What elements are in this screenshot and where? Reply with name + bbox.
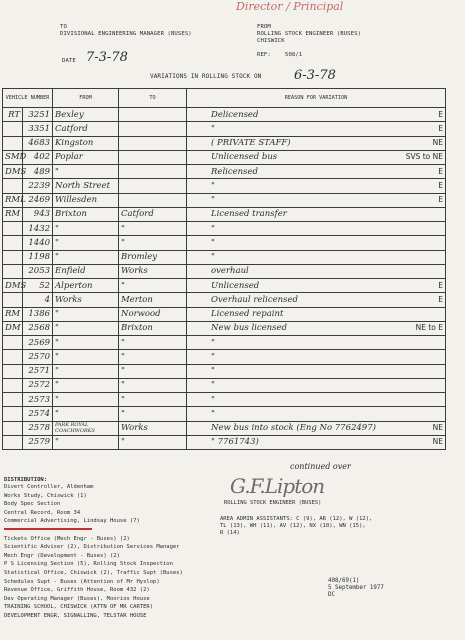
vehicle-number: 2569 [23,336,53,350]
vehicle-number: 2574 [23,407,53,421]
from-cell: " [53,222,119,236]
to-cell [119,150,187,164]
vehicle-prefix: RML [3,193,23,207]
from-cell: Brixton [53,207,119,221]
vehicle-number: 1440 [23,236,53,250]
table-row [3,264,446,278]
distribution-line: Mech Engr (Development - Buses) (2) [4,552,120,559]
vehicle-prefix [3,136,23,150]
vehicle-number: 402 [23,150,53,164]
from-cell: " [53,336,119,350]
reference-block [328,578,384,599]
title-date: 6-3-78 [294,68,336,83]
status-code: NE to E [415,323,444,333]
table-row [3,336,446,350]
reason-text: " [211,123,215,134]
to-cell: " [119,222,187,236]
reason-cell [187,307,446,321]
status-code: E [438,180,444,190]
reason-text: " [211,195,215,206]
reason-text: ( PRIVATE STAFF) [211,138,291,149]
table-row [3,108,446,122]
to-cell [119,122,187,136]
vehicle-number: 4 [23,293,53,307]
vehicle-prefix: SMD [3,150,23,164]
signature: G.F.Lipton [230,474,325,498]
from-cell: " [53,350,119,364]
table-row [3,435,446,449]
reason-cell [187,293,446,307]
reason-text: Relicensed [211,166,258,177]
from-cell: Bexley [53,108,119,122]
vehicle-prefix: RM [3,207,23,221]
status-code: E [438,109,444,119]
reason-text: " [211,223,215,234]
distribution-line: Tickets Office (Mech Engr - Buses) (2) [4,535,130,542]
vehicle-number: 2573 [23,393,53,407]
status-code: E [438,294,444,304]
table-row [3,222,446,236]
vehicle-prefix [3,250,23,264]
to-cell: " [119,364,187,378]
vehicle-number: 2469 [23,193,53,207]
reason-cell [187,108,446,122]
to-cell: Works [119,421,187,435]
from-cell: " [53,250,119,264]
status-code: E [438,280,444,290]
table-row [3,207,446,221]
table-row [3,150,446,164]
to-cell [119,193,187,207]
vehicle-prefix [3,350,23,364]
vehicle-prefix [3,264,23,278]
reason-cell [187,236,446,250]
vehicle-prefix [3,435,23,449]
from-label: FROM [257,24,271,30]
table-row [3,364,446,378]
table-row [3,250,446,264]
table-row [3,122,446,136]
vehicle-number: 4683 [23,136,53,150]
to-value: DIVISIONAL ENGINEERING MANAGER (BUSES) [60,31,192,37]
vehicle-number: 2571 [23,364,53,378]
distribution-line: Revenue Office, Griffith House, Room 432 (2) [4,587,150,594]
to-cell: " [119,378,187,392]
vehicle-number: 489 [23,165,53,179]
reason-cell [187,165,446,179]
col-vehicle-number: VEHICLE NUMBER [3,89,53,108]
vehicle-prefix [3,236,23,250]
table-row [3,236,446,250]
reason-text: Overhaul relicensed [211,294,298,305]
col-to: TO [119,89,187,108]
distribution-line: Body Spec Section [4,501,61,508]
from-cell: Alperton [53,279,119,293]
reason-cell [187,222,446,236]
reference-code: 408/69(1) [328,578,360,584]
distribution-title: DISTRIBUTION: [4,477,48,483]
reason-text: Unlicensed bus [211,152,278,163]
variations-table [2,88,446,450]
to-cell: Bromley [119,250,187,264]
from-cell: " [53,435,119,449]
reason-text: " 7761743) [211,437,259,448]
distribution-line: Schedules Supt - Buses (Attention of Mr Hyslop) [4,578,160,585]
status-code: NE [432,423,444,433]
reason-text: New bus into stock (Eng No 7762497) [211,423,376,434]
reason-cell [187,207,446,221]
vehicle-prefix: DMS [3,165,23,179]
from-cell: " [53,165,119,179]
to-cell [119,136,187,150]
distribution-line: TRAINING SCHOOL, CHISWICK (ATTN OF MR CARTER) [4,604,154,611]
col-reason: REASON FOR VARIATION [187,89,446,108]
table-row [3,378,446,392]
status-code: E [438,123,444,133]
reason-text: " [211,408,215,419]
table-body [3,108,446,450]
document-title: VARIATIONS IN ROLLING STOCK ON [150,73,262,80]
distribution-line: Works Study, Chiswick (1) [4,492,87,499]
vehicle-prefix [3,378,23,392]
status-code: SVS to NE [405,152,444,162]
to-cell: " [119,236,187,250]
handwritten-scribble: Director / Principal [236,0,344,13]
vehicle-number: 2239 [23,179,53,193]
table-row [3,350,446,364]
table-row [3,279,446,293]
vehicle-prefix: RT [3,108,23,122]
vehicle-number: 2053 [23,264,53,278]
reason-text: " [211,380,215,391]
vehicle-prefix [3,222,23,236]
table-row [3,321,446,335]
vehicle-prefix [3,336,23,350]
vehicle-prefix: DM [3,321,23,335]
table-row [3,421,446,435]
reason-text: Licensed repaint [211,309,284,320]
from-cell: Willesden [53,193,119,207]
reference-initials: DC [328,592,335,598]
from-cell: Catford [53,122,119,136]
reason-cell [187,193,446,207]
from-cell: " [53,393,119,407]
reason-cell [187,435,446,449]
vehicle-number: 3351 [23,122,53,136]
distribution-line: Statistical Office, Chiswick (2), Traffic Supt (Buses) [4,570,183,576]
vehicle-prefix [3,421,23,435]
vehicle-number: 2568 [23,321,53,335]
reason-text: overhaul [211,266,249,277]
reason-text: Unlicensed [211,280,260,291]
date-label: DATE [62,58,76,64]
to-cell: " [119,350,187,364]
to-cell: " [119,407,187,421]
to-cell: " [119,279,187,293]
distribution-line: Commercial Advertising, Lindsay House (7) [4,518,140,525]
to-cell: Norwood [119,307,187,321]
vehicle-number: 943 [23,207,53,221]
vehicle-prefix [3,293,23,307]
area-admin-line-1: AREA ADMIN ASSISTANTS: C (9), AR (12), W (12), [220,516,373,522]
reason-text: " [211,337,215,348]
vehicle-number: 3251 [23,108,53,122]
continued-note: continued over [290,462,351,471]
vehicle-prefix [3,407,23,421]
from-cell: " [53,307,119,321]
status-code: E [438,166,444,176]
vehicle-number: 1432 [23,222,53,236]
signoff-title: ROLLING STOCK ENGINEER (BUSES) [224,500,322,506]
to-cell [119,179,187,193]
status-code: E [438,195,444,205]
from-cell: " [53,236,119,250]
reason-cell [187,336,446,350]
reason-cell [187,321,446,335]
from-cell: Kingston [53,136,119,150]
from-cell: " [53,407,119,421]
table-header-row [3,89,446,108]
distribution-line: DEVELOPMENT ENGR, SIGNALLING, TELSTAR HOUSE [4,613,147,619]
reason-text: " [211,180,215,191]
reason-cell [187,364,446,378]
reason-text: " [211,351,215,362]
table-row [3,407,446,421]
to-cell [119,165,187,179]
from-cell: Poplar [53,150,119,164]
reason-cell [187,264,446,278]
from-value: ROLLING STOCK ENGINEER (BUSES) [257,31,362,37]
to-cell: " [119,336,187,350]
table-row [3,136,446,150]
from-cell: Works [53,293,119,307]
to-cell: Merton [119,293,187,307]
from-cell: PARK ROYAL COACHWORKS [53,421,119,435]
reason-text: " [211,394,215,405]
table-row [3,165,446,179]
reference-date: 5 September 1977 [328,585,384,591]
reason-cell [187,150,446,164]
from-cell: North Street [53,179,119,193]
from-cell: " [53,321,119,335]
reason-cell [187,136,446,150]
reason-text: " [211,237,215,248]
to-cell: Brixton [119,321,187,335]
table-row [3,393,446,407]
table-row [3,179,446,193]
status-code: NE [432,138,444,148]
from-cell: " [53,364,119,378]
vehicle-number: 52 [23,279,53,293]
to-cell: Works [119,264,187,278]
reason-cell [187,350,446,364]
vehicle-number: 2579 [23,435,53,449]
from-place: CHISWICK [257,38,285,44]
ref-label: REF: [257,52,271,58]
reason-cell [187,378,446,392]
vehicle-number: 2572 [23,378,53,392]
vehicle-prefix: RM [3,307,23,321]
vehicle-number: 1198 [23,250,53,264]
vehicle-number: 1386 [23,307,53,321]
reason-cell [187,407,446,421]
reason-text: " [211,366,215,377]
reason-cell [187,179,446,193]
distribution-line: Scientific Adviser (2), Distribution Services Manager [4,544,180,551]
vehicle-prefix [3,122,23,136]
vehicle-prefix: DMS [3,279,23,293]
reason-text: Licensed transfer [211,209,287,220]
reason-cell [187,279,446,293]
vehicle-prefix [3,179,23,193]
to-cell: " [119,393,187,407]
table-row [3,293,446,307]
ref-value: 508/1 [285,52,303,58]
reason-text: Delicensed [211,109,259,120]
reason-cell [187,122,446,136]
reason-cell [187,393,446,407]
table-row [3,193,446,207]
distribution-line: P S Licensing Section (5), Rolling Stock Inspection [4,561,173,568]
to-label: TO [60,24,67,30]
col-from: FROM [53,89,119,108]
to-cell [119,108,187,122]
to-cell: Catford [119,207,187,221]
reason-cell [187,421,446,435]
vehicle-prefix [3,393,23,407]
distribution-line: Central Record, Room 34 [4,509,81,516]
from-cell: Enfield [53,264,119,278]
vehicle-number: 2578 [23,421,53,435]
distribution-line: Dev Operating Manager (Buses), Moorios House [4,595,150,602]
table-row [3,307,446,321]
vehicle-prefix [3,364,23,378]
date-value: 7-3-78 [86,50,128,65]
reason-cell [187,250,446,264]
vehicle-number: 2570 [23,350,53,364]
area-admin-line-3: R (14) [220,530,240,536]
status-code: NE [432,437,444,447]
reason-text: New bus licensed [211,323,287,334]
to-cell: " [119,435,187,449]
reason-text: " [211,252,215,263]
red-underline [4,528,92,530]
distribution-line: Divert Controller, Aldenham [4,484,94,490]
area-admin-line-2: TL (13), WH (11), AV (12), NX (10), WN (15), [220,523,366,529]
from-cell: " [53,378,119,392]
